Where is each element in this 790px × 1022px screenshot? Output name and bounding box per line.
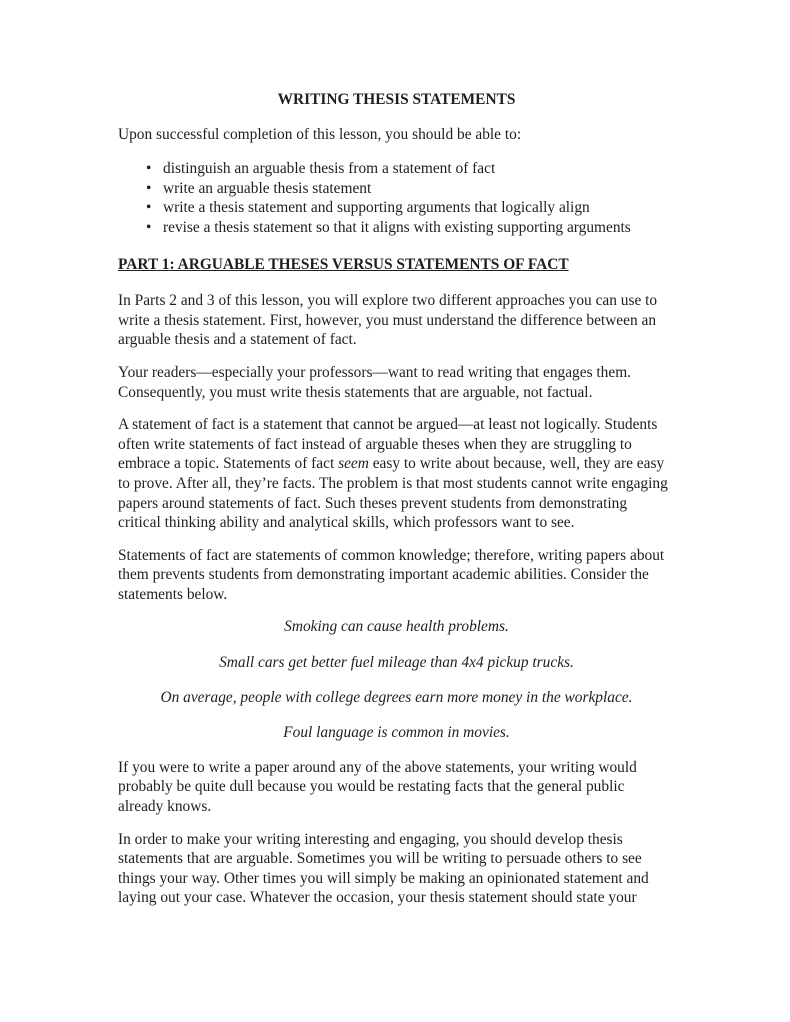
text-run: to prove. After all, they’re facts. The problem is that most students cannot write engaging xyxy=(118,474,668,492)
text-run: embrace a topic. Statements of fact xyxy=(118,455,339,473)
intro-paragraph: Upon successful completion of this lesson, you should be able to: xyxy=(118,125,522,143)
objective-item xyxy=(163,179,675,199)
text-run: Foul language is common in movies. xyxy=(283,723,510,741)
text-run: statements below. xyxy=(118,585,228,603)
paragraph-line xyxy=(118,474,675,494)
paragraph-line xyxy=(118,454,675,474)
text-run: statements that are arguable. Sometimes you will be writing to persuade others to see xyxy=(118,850,642,868)
document-content xyxy=(118,90,675,921)
italic-text: seem xyxy=(338,455,369,473)
paragraph xyxy=(118,758,675,817)
example-statement xyxy=(118,723,675,743)
text-run: already knows. xyxy=(118,798,212,816)
text-run: Smoking can cause health problems. xyxy=(284,618,509,636)
objective-item xyxy=(163,198,675,218)
paragraph-line xyxy=(118,849,675,869)
text-run: papers around statements of fact. Such theses prevent students from demonstrating xyxy=(118,494,628,512)
text-run: write a thesis statement. First, however, you must understand the difference between an xyxy=(118,311,657,329)
paragraph-line xyxy=(118,830,675,850)
text-run: them prevents students from demonstrating important academic abilities. Consider the xyxy=(118,566,649,584)
text-run: things your way. Other times you will simply be making an opinionated statement and xyxy=(118,869,649,887)
text-run: Statements of fact are statements of common knowledge; therefore, writing papers about xyxy=(118,546,665,564)
text-run: A statement of fact is a statement that cannot be argued—at least not logically. Students xyxy=(118,416,658,434)
paragraph xyxy=(118,363,675,402)
text-run: distinguish an arguable thesis from a statement of fact xyxy=(163,160,496,178)
text-run: easy to write about because, well, they are easy xyxy=(368,455,665,473)
paragraph-line xyxy=(118,291,675,311)
paragraph-line xyxy=(118,513,675,533)
text-run: write an arguable thesis statement xyxy=(163,179,372,197)
paragraph-line xyxy=(118,869,675,889)
paragraph-line xyxy=(118,777,675,797)
text-run: probably be quite dull because you would be restating facts that the general public xyxy=(118,778,625,796)
paragraph xyxy=(118,546,675,605)
body-paragraphs-before-examples xyxy=(118,291,675,604)
paragraph-line xyxy=(118,363,675,383)
paragraph-line xyxy=(118,546,675,566)
paragraph xyxy=(118,415,675,533)
paragraph-line xyxy=(118,383,675,403)
page-title: WRITING THESIS STATEMENTS xyxy=(277,91,516,108)
objectives-list xyxy=(118,159,675,237)
text-run: Small cars get better fuel mileage than 4x4 pickup trucks. xyxy=(219,653,574,671)
text-run: In Parts 2 and 3 of this lesson, you will explore two different approaches you can use to xyxy=(118,292,658,310)
example-statement xyxy=(118,653,675,673)
text-run: If you were to write a paper around any of the above statements, your writing would xyxy=(118,758,637,776)
paragraph-line xyxy=(118,585,675,605)
objective-item xyxy=(163,218,675,238)
example-statement xyxy=(118,617,675,637)
example-statement xyxy=(118,688,675,708)
example-statements xyxy=(118,617,675,742)
paragraph-line xyxy=(118,797,675,817)
part1-heading: PART 1: ARGUABLE THESES VERSUS STATEMENTS OF FACT xyxy=(118,255,569,273)
text-run: Your readers—especially your professors—want to read writing that engages them. xyxy=(118,363,632,381)
paragraph-line xyxy=(118,311,675,331)
text-run: In order to make your writing interesting and engaging, you should develop thesis xyxy=(118,830,623,848)
text-run: laying out your case. Whatever the occasion, your thesis statement should state your xyxy=(118,889,637,907)
paragraph xyxy=(118,830,675,908)
paragraph-line xyxy=(118,758,675,778)
paragraph-line xyxy=(118,888,675,908)
paragraph xyxy=(118,291,675,350)
paragraph-line xyxy=(118,565,675,585)
body-paragraphs-after-examples xyxy=(118,758,675,908)
text-run: often write statements of fact instead of arguable theses when they are struggling to xyxy=(118,435,632,453)
paragraph-line xyxy=(118,435,675,455)
text-run: On average, people with college degrees earn more money in the workplace. xyxy=(160,688,633,706)
paragraph-line xyxy=(118,415,675,435)
text-run: arguable thesis and a statement of fact. xyxy=(118,331,357,349)
paragraph-line xyxy=(118,330,675,350)
text-run: Consequently, you must write thesis statements that are arguable, not factual. xyxy=(118,383,593,401)
text-run: critical thinking ability and analytical skills, which professors want to see. xyxy=(118,514,575,532)
text-run: write a thesis statement and supporting arguments that logically align xyxy=(163,199,590,217)
paragraph-line xyxy=(118,494,675,514)
text-run: revise a thesis statement so that it aligns with existing supporting arguments xyxy=(163,218,631,236)
objective-item xyxy=(163,159,675,179)
